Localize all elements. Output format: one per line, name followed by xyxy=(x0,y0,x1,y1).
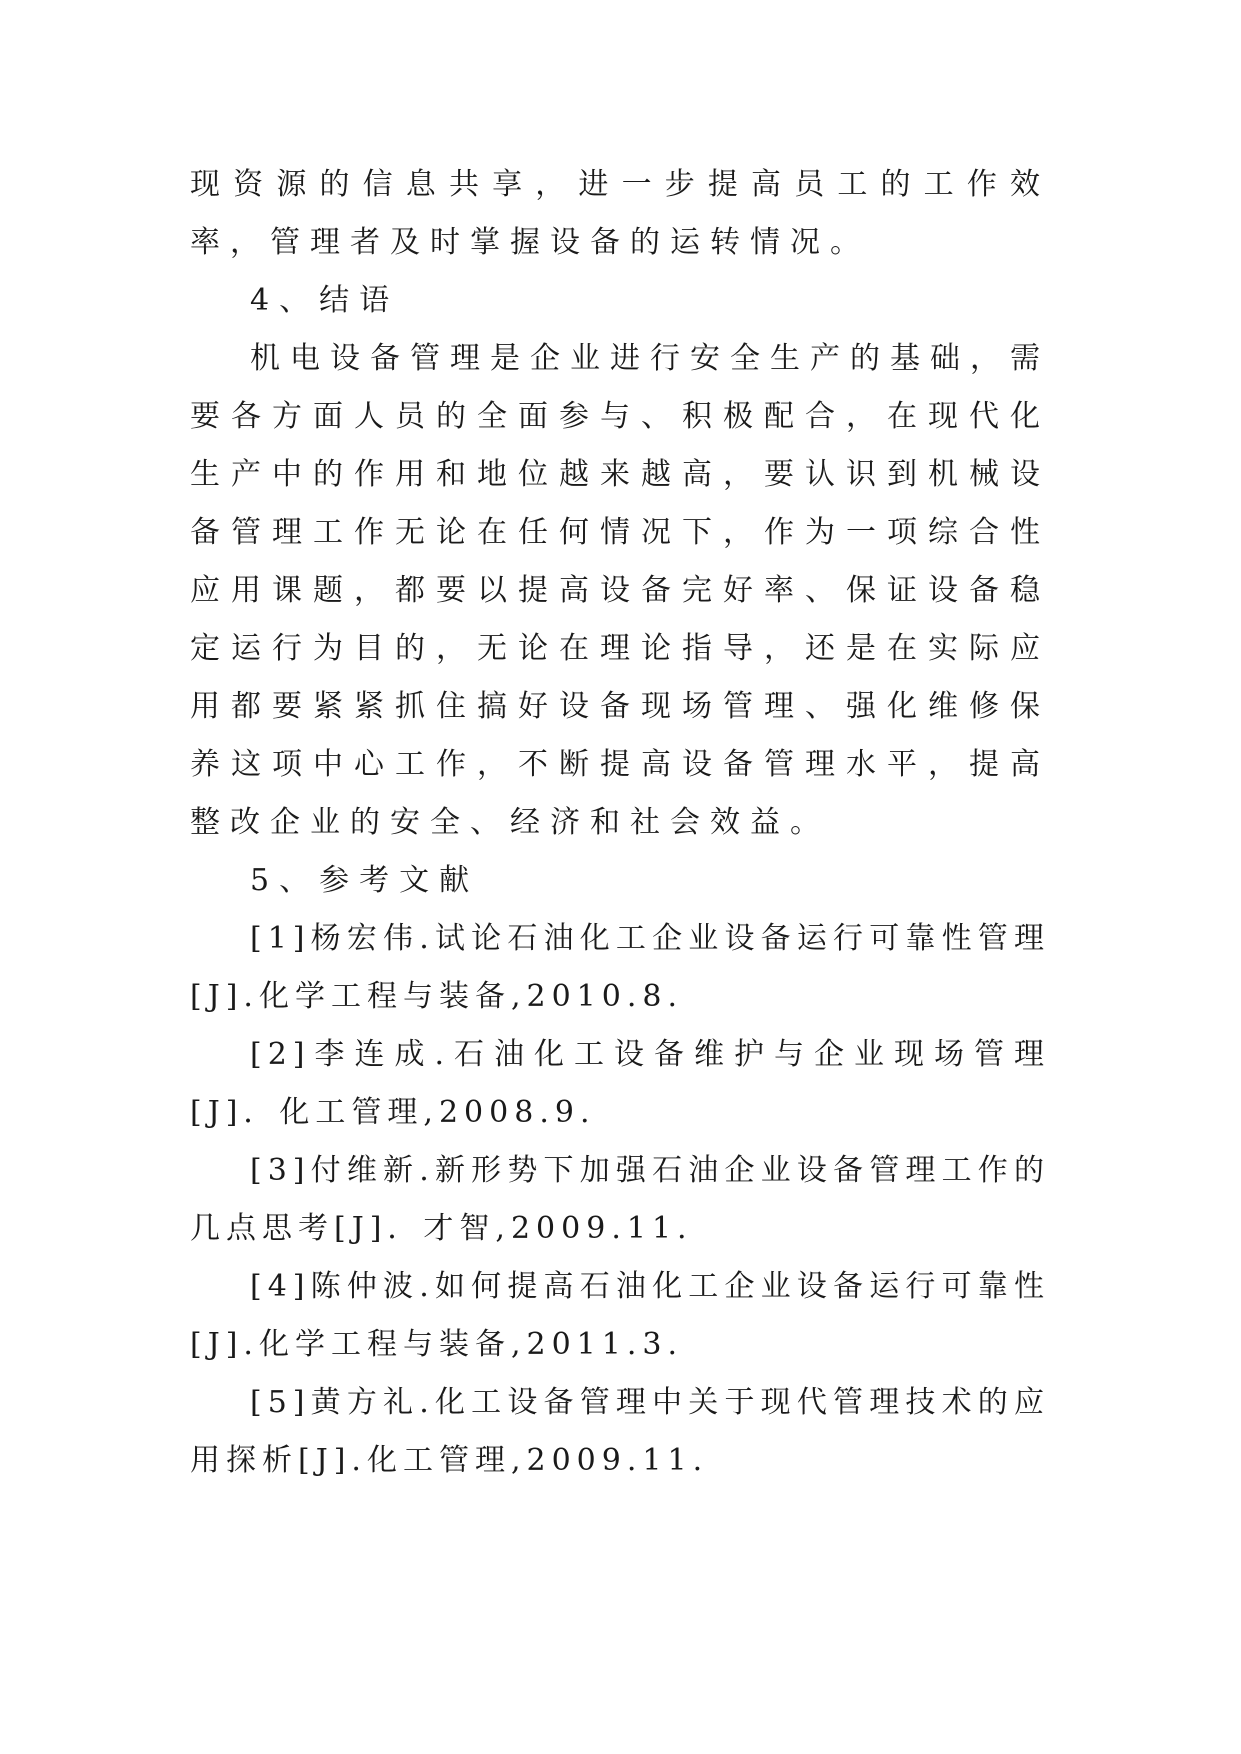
reference-item: [2]李连成.石油化工设备维护与企业现场管理[J]．化工管理,2008.9. xyxy=(190,1037,1050,1130)
reference-item: [4]陈仲波.如何提高石油化工企业设备运行可靠性[J].化学工程与装备,2011.3. xyxy=(190,1269,1050,1362)
section-5-heading: 5、参考文献 xyxy=(250,863,480,898)
continuation-paragraph: 现资源的信息共享，进一步提高员工的工作效率，管理者及时掌握设备的运转情况。 xyxy=(190,167,1050,260)
reference-item: [1]杨宏伟.试论石油化工企业设备运行可靠性管理[J].化学工程与装备,2010.8. xyxy=(190,921,1050,1014)
conclusion-paragraph: 机电设备管理是企业进行安全生产的基础，需要各方面人员的全面参与、积极配合，在现代化生产中的作用和地位越来越高，要认识到机械设备管理工作无论在任何情况下，作为一项综合性应用课题，都要以提高设备完好率、保证设备稳定运行为目的，无论在理论指导，还是在实际应用都要紧紧抓住搞好设备现场管理、强化维修保养这项中心工作，不断提高设备管理水平，提高整改企业的安全、经济和社会效益。 xyxy=(190,341,1050,840)
reference-item: [5]黄方礼.化工设备管理中关于现代管理技术的应用探析[J].化工管理,2009.11. xyxy=(190,1385,1050,1478)
section-4-heading: 4、结语 xyxy=(250,283,400,318)
reference-item: [3]付维新.新形势下加强石油企业设备管理工作的几点思考[J]．才智,2009.11. xyxy=(190,1153,1050,1246)
document-page xyxy=(190,156,1050,1490)
